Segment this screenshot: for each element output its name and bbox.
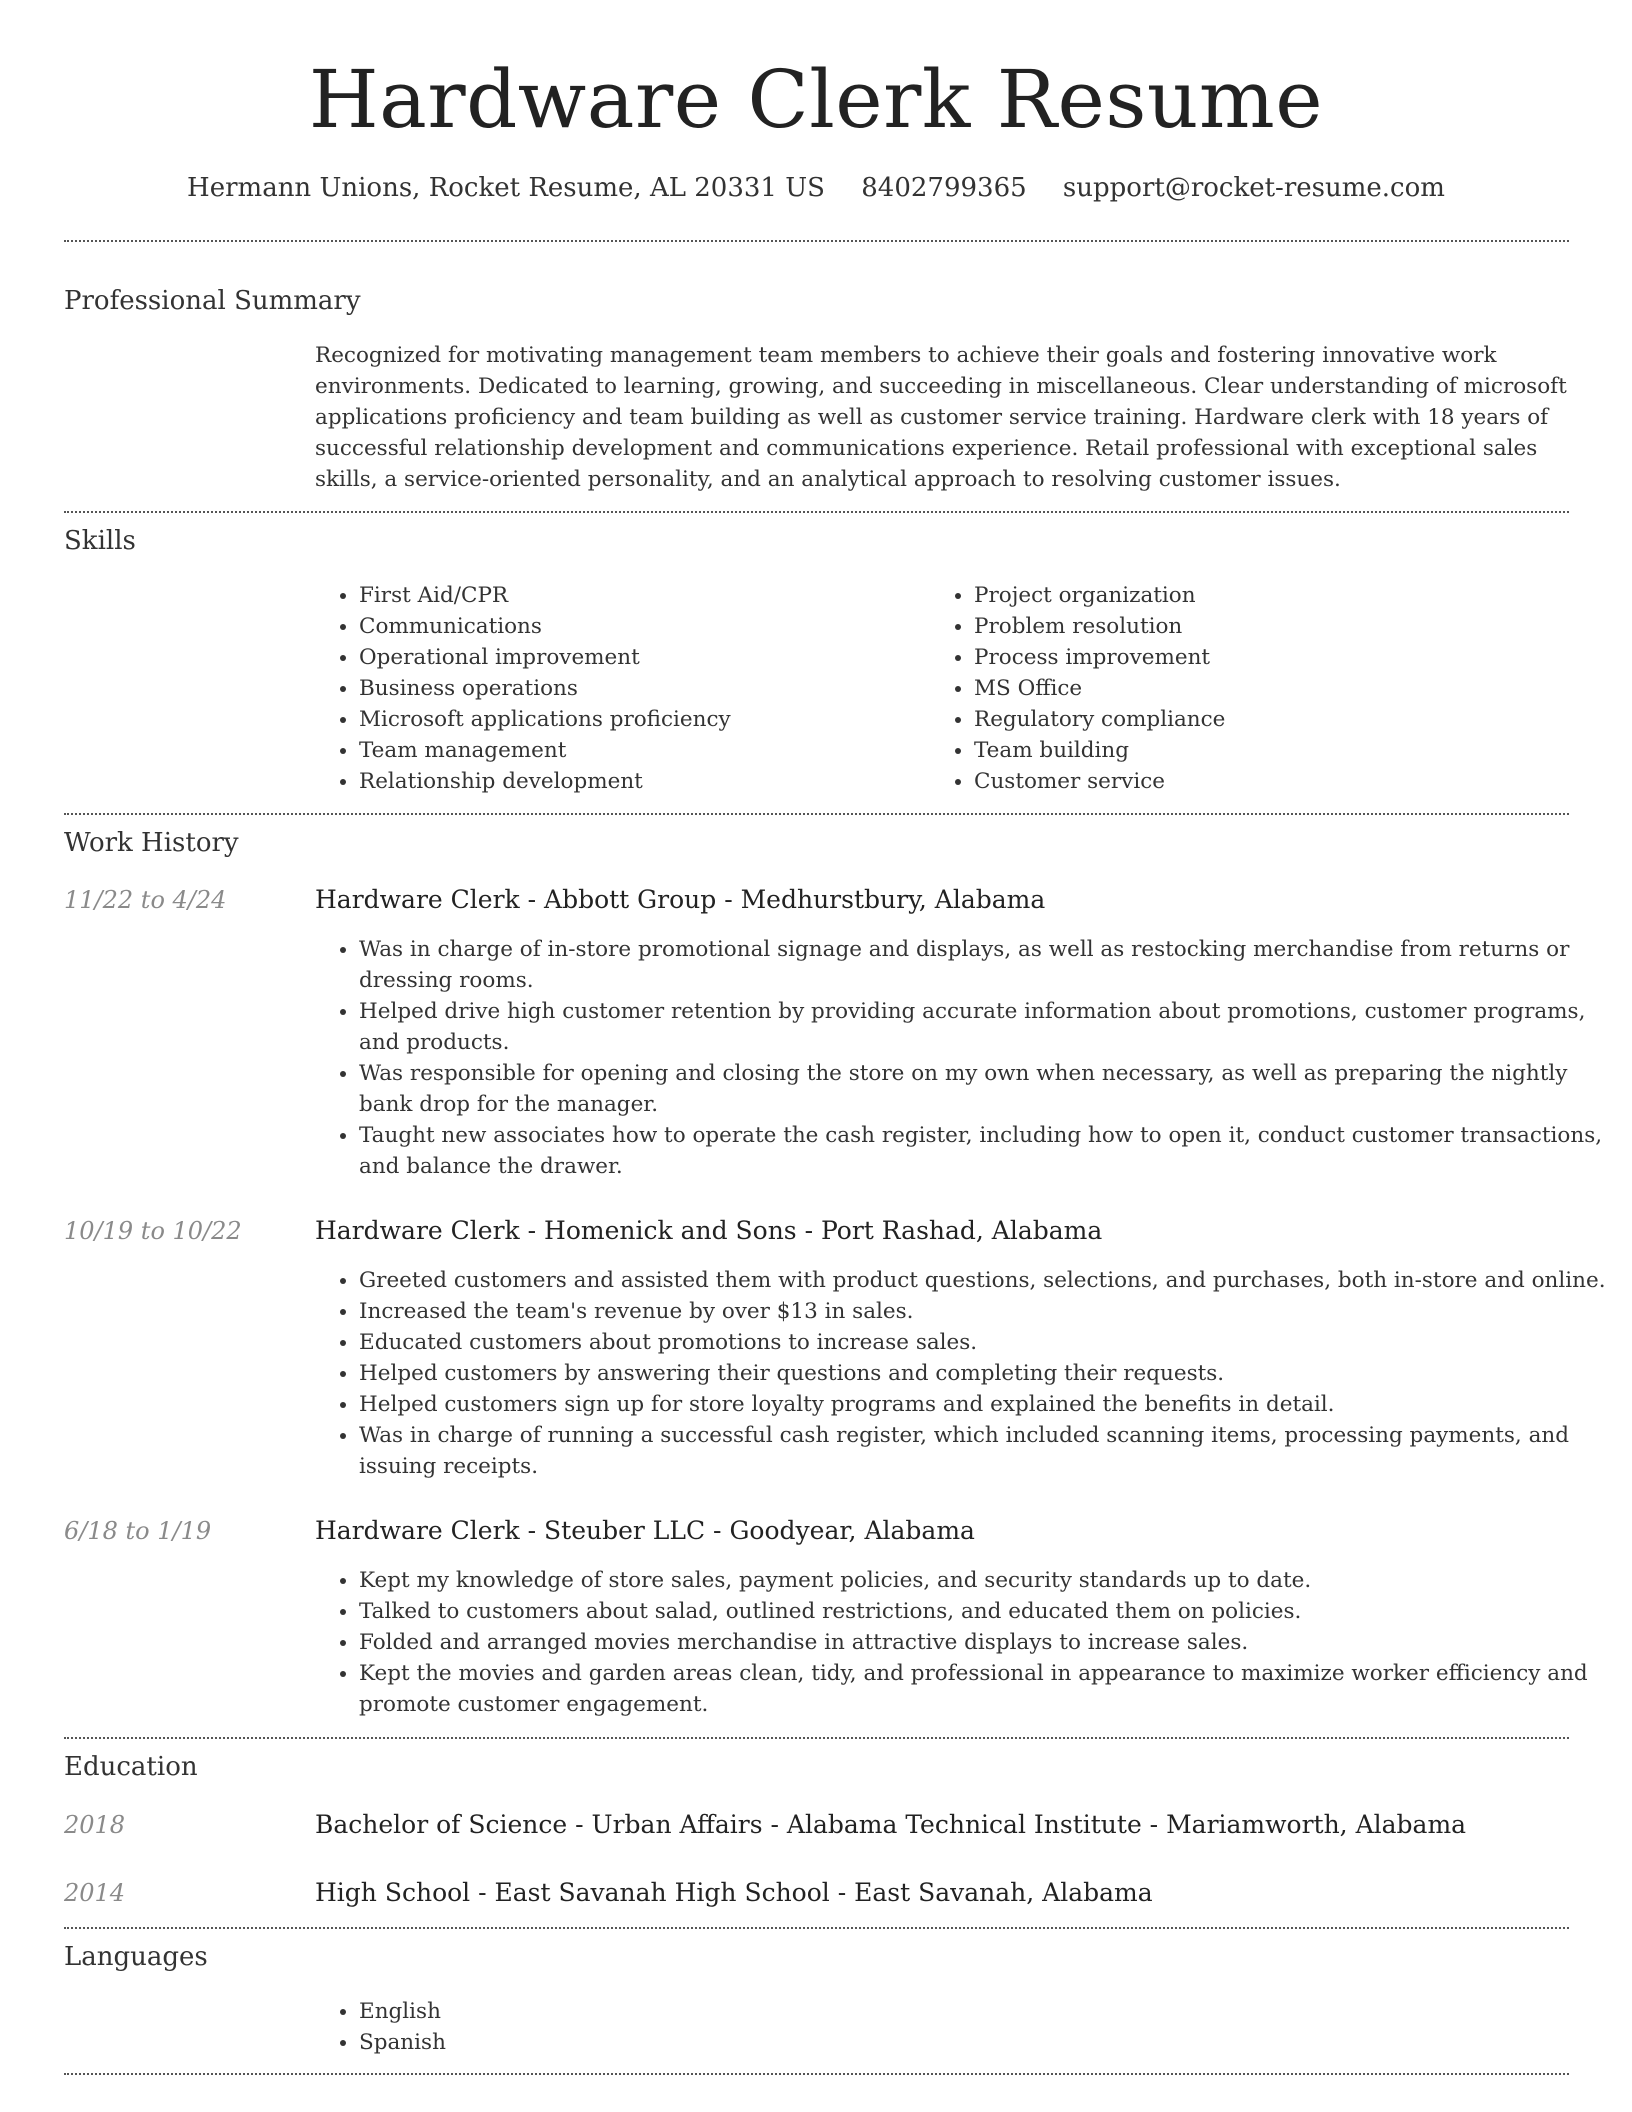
skill-item: • Team building [974,735,1574,766]
skill-item: • Project organization [974,580,1574,611]
education-degree: High School - East Savanah High School - East Savanah, Alabama [315,1878,1153,1907]
skill-item: • Operational improvement [359,642,919,673]
job-title: Hardware Clerk - Abbott Group - Medhurstbury, Alabama [315,885,1046,914]
skill-item: • Microsoft applications proficiency [359,704,919,735]
skill-item: • Regulatory compliance [974,704,1574,735]
job-bullet: • Helped customers by answering their questions and completing their requests. [359,1358,1613,1389]
summary-text: Recognized for motivating management team members to achieve their goals and fostering innovative work environments. Dedicated to learning, growing, and succeeding in miscellaneous. Clear understanding of microsoft applications proficiency and team building as well as customer service training. Hardware clerk with 18 years of successful relationship development and communications experience. Retail professional with exceptional sales skills, a service-oriented personality, and an analytical approach to resolving customer issues. [315,343,1567,492]
divider [64,1927,1569,1929]
job-bullets [315,1265,1613,1482]
job-bullets [315,1565,1613,1720]
section-heading-education: Education [64,1752,198,1782]
skill-item: • Business operations [359,673,919,704]
languages-list [315,1996,959,2058]
job-bullet: • Helped customers sign up for store loyalty programs and explained the benefits in detail. [359,1389,1613,1420]
divider [64,1737,1569,1739]
job-dates: 10/19 to 10/22 [64,1217,242,1245]
job-bullet: • Taught new associates how to operate the cash register, including how to open it, conduct customer transactions, and balance the drawer. [359,1120,1613,1182]
section-heading-languages: Languages [64,1942,208,1972]
skills-list-left [315,580,919,797]
job-bullet: • Greeted customers and assisted them with product questions, selections, and purchases, both in-store and online. [359,1265,1613,1296]
job-bullet: • Was in charge of running a successful cash register, which included scanning items, processing payments, and issuing receipts. [359,1420,1613,1482]
education-year: 2018 [64,1811,126,1839]
skill-item: • Process improvement [974,642,1574,673]
job-bullet: • Kept my knowledge of store sales, payment policies, and security standards up to date. [359,1565,1613,1596]
skill-item: • MS Office [974,673,1574,704]
section-heading-work: Work History [64,828,239,858]
contact-phone: 8402799365 [861,173,1027,203]
section-heading-summary: Professional Summary [64,286,361,316]
education-degree: Bachelor of Science - Urban Affairs - Alabama Technical Institute - Mariamworth, Alabama [315,1810,1467,1839]
job-bullet: • Was responsible for opening and closing the store on my own when necessary, as well as preparing the nightly bank drop for the manager. [359,1058,1613,1120]
skill-item: • Problem resolution [974,611,1574,642]
job-bullets [315,934,1613,1182]
job-bullet: • Talked to customers about salad, outlined restrictions, and educated them on policies. [359,1596,1613,1627]
job-bullet: • Helped drive high customer retention by providing accurate information about promotions, customer programs, and products. [359,996,1613,1058]
job-bullet: • Educated customers about promotions to increase sales. [359,1327,1613,1358]
contact-email: support@rocket-resume.com [1062,173,1445,203]
job-bullet: • Kept the movies and garden areas clean, tidy, and professional in appearance to maximize worker efficiency and promote customer engagement. [359,1658,1613,1720]
contact-address: Hermann Unions, Rocket Resume, AL 20331 US [187,173,825,203]
job-title: Hardware Clerk - Homenick and Sons - Port Rashad, Alabama [315,1216,1103,1245]
section-heading-skills: Skills [64,526,136,556]
skills-list-right [930,580,1574,797]
job-bullet: • Folded and arranged movies merchandise in attractive displays to increase sales. [359,1627,1613,1658]
divider [64,2073,1569,2075]
job-dates: 6/18 to 1/19 [64,1517,212,1545]
job-dates: 11/22 to 4/24 [64,886,227,914]
skill-item: • Communications [359,611,919,642]
skill-item: • First Aid/CPR [359,580,919,611]
education-year: 2014 [64,1879,126,1907]
language-item: • Spanish [359,2027,959,2058]
divider [64,813,1569,815]
job-title: Hardware Clerk - Steuber LLC - Goodyear, Alabama [315,1516,975,1545]
job-bullet: • Increased the team's revenue by over $13 in sales. [359,1296,1613,1327]
language-item: • English [359,1996,959,2027]
divider [64,511,1569,513]
page-title: Hardware Clerk Resume [308,53,1324,146]
job-bullet: • Was in charge of in-store promotional signage and displays, as well as restocking merchandise from returns or dressing rooms. [359,934,1613,996]
skill-item: • Customer service [974,766,1574,797]
skill-item: • Team management [359,735,919,766]
contact-line [0,170,1632,206]
divider [64,240,1569,242]
skill-item: • Relationship development [359,766,919,797]
